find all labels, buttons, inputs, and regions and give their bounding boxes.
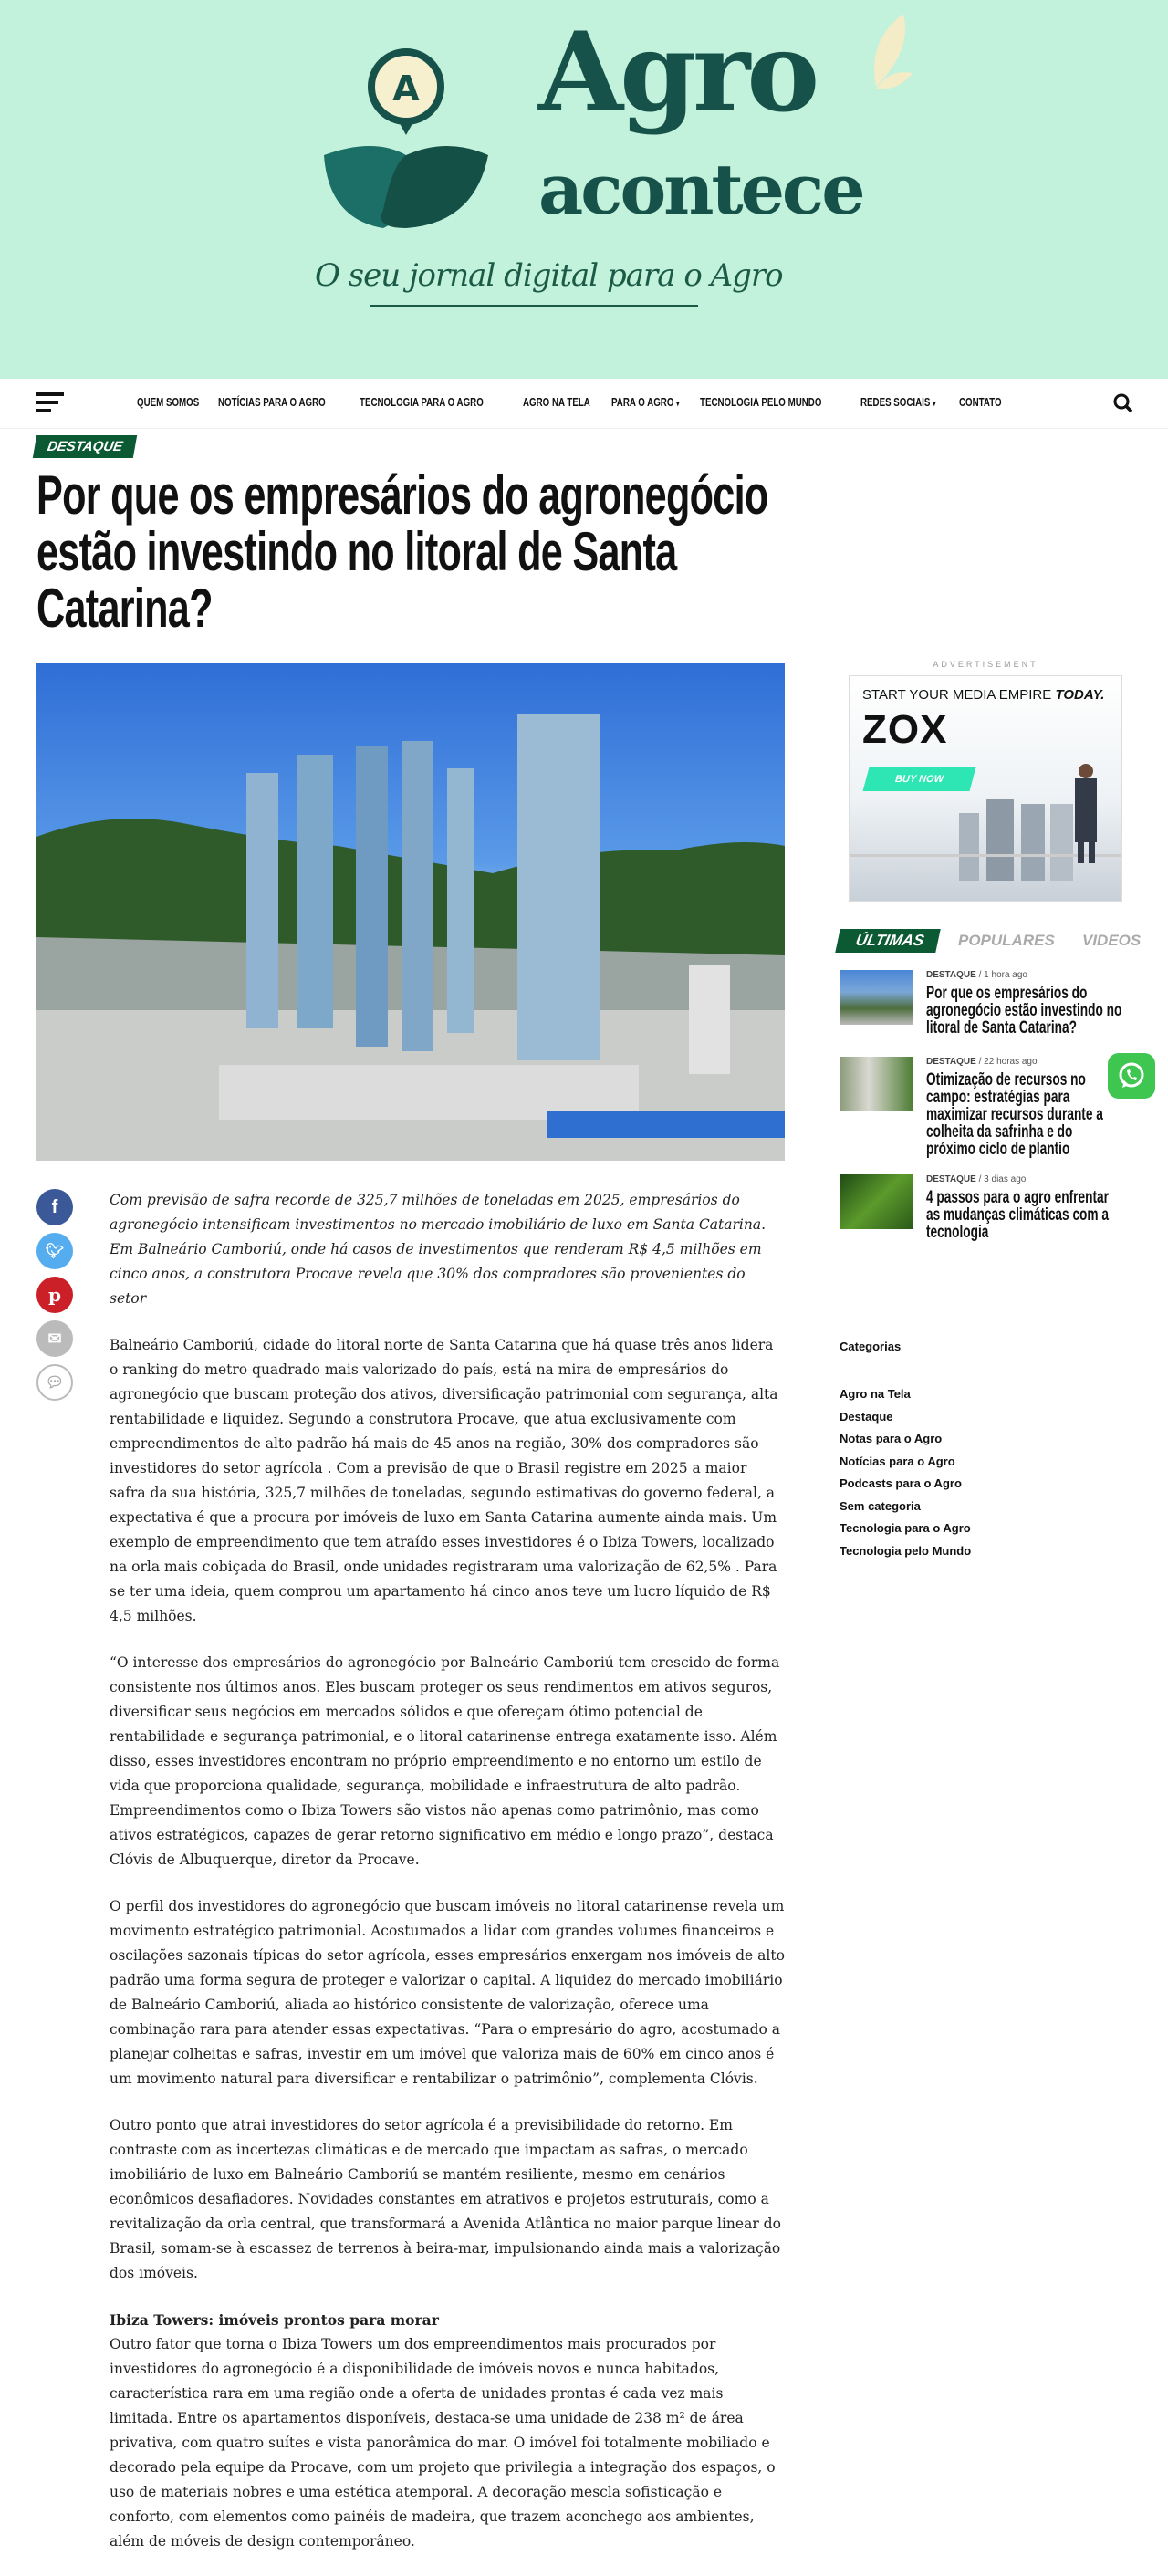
categories-list	[840, 1383, 971, 1562]
nav-item-label: CONTATO	[958, 395, 1002, 409]
nav-item[interactable]	[611, 395, 680, 409]
nav-items	[137, 395, 1002, 409]
tagline: O seu jornal digital para o Agro	[315, 257, 783, 294]
post-meta: DESTAQUE / 22 horas ago	[926, 1057, 1038, 1067]
category-link[interactable]: Podcasts para o Agro	[840, 1476, 962, 1490]
category-link[interactable]: Sem categoria	[840, 1498, 921, 1513]
nav-item[interactable]	[523, 395, 590, 409]
whatsapp-button[interactable]	[1108, 1053, 1155, 1099]
hamburger-menu-icon[interactable]	[36, 392, 64, 414]
nav-item-label: TECNOLOGIA PELO MUNDO	[699, 395, 822, 409]
category-link[interactable]: Tecnologia pelo Mundo	[840, 1543, 972, 1558]
post-thumbnail[interactable]	[840, 1057, 912, 1111]
post-meta: DESTAQUE / 3 dias ago	[926, 1174, 1027, 1184]
category-link[interactable]: Destaque	[840, 1409, 893, 1424]
ad-headline: START YOUR MEDIA EMPIRE TODAY.	[862, 687, 1105, 703]
brand-name-line1: Agro	[538, 8, 817, 137]
nav-item[interactable]	[137, 395, 199, 409]
main-nav	[0, 379, 1168, 429]
facebook-share-icon[interactable]: f	[36, 1189, 73, 1225]
search-icon[interactable]	[1111, 391, 1135, 415]
ad-city-image	[850, 676, 1122, 902]
post-thumbnail[interactable]	[840, 970, 912, 1025]
svg-text:A: A	[392, 68, 420, 109]
article-subheading: Ibiza Towers: imóveis prontos para morar	[110, 2311, 439, 2329]
nav-item[interactable]	[700, 395, 821, 409]
post-title[interactable]: Por que os empresários do agronegócio estão investindo no litoral de Santa Catarina?	[926, 984, 1122, 1038]
site-header	[0, 0, 1168, 379]
nav-item[interactable]	[360, 395, 484, 409]
article-paragraph: Outro fator que torna o Ibiza Towers um dos empreendimentos mais procurados por investidores do agronegócio é a disponibilidade de imóveis novos e nunca habitados, característica rara em uma região onde a oferta de unidades prontas é cada vez mais limitada. Entre os apartamentos disponíveis, destaca-se uma unidade de 238 m² de área privativa, com quatro suítes e vista panorâmica do mar. O imóvel foi totalmente mobiliado e decorado pela equipe da Procave, com um projeto que privilegia a integração dos espaços, o uso de materiais nobres e uma estética atemporal. A decoração mescla sofisticação e conforto, com elementos como painéis de madeira, que trazem aconchego aos ambientes, além de móveis de design contemporâneo.	[110, 2336, 776, 2550]
article-hero-image	[36, 663, 785, 1161]
post-title[interactable]: 4 passos para o agro enfrentar as mudanças climáticas com a tecnologia	[926, 1188, 1109, 1242]
nav-item-label: PARA O AGRO	[610, 395, 673, 409]
nav-item-label: NOTÍCIAS PARA O AGRO	[218, 395, 326, 409]
post-title[interactable]: Otimização de recursos no campo: estratégias para maximizar recursos durante a colheita da safrinha e do próximo ciclo de plantio	[926, 1070, 1103, 1159]
sidebar-ad[interactable]	[849, 675, 1122, 902]
pinterest-share-icon[interactable]: p	[36, 1277, 73, 1313]
logo-sprout-icon	[849, 5, 912, 96]
nav-item[interactable]	[860, 395, 936, 409]
article-paragraph: O perfil dos investidores do agronegócio que buscam imóveis no litoral catarinense revela um movimento estratégico patrimonial. Acostumados a lidar com grandes volumes financeiros e oscilações sazonais típicas do setor agrícola, esses empresários enxergam nos imóveis de alto padrão uma forma segura de proteger e valorizar o capital. A liquidez do mercado imobiliário de Balneário Camboriú, aliada ao histórico consistente de valorização, oferece uma combinação rara para atender essas expectativas. “Para o empresário do agro, acostumado a planejar colheitas e safras, investir em um imóvel que valoriza mais de 60% em cinco anos é um movimento natural para diversificar e rentabilizar o patrimônio”, complementa Clóvis.	[110, 1898, 785, 2087]
article-paragraph: “O interesse dos empresários do agronegócio por Balneário Camboriú tem crescido de forma consistente nos últimos anos. Eles buscam proteger os seus rendimentos em ativos seguros, diversificar seus negócios em mercados sólidos e que ofereçam ótimo potencial de rentabilidade e segurança patrimonial, e o litoral catarinense entrega exatamente isso. Além disso, esses investidores encontram no próprio empreendimento e no entorno um estilo de vida que proporciona qualidade, segurança, mobilidade e infraestrutura de alto padrão. Empreendimentos como o Ibiza Towers são vistos não apenas como patrimônio, mas como ativos estratégicos, capazes de gerar retorno significativo em médio e longo prazo”, destaca Clóvis de Albuquerque, diretor da Procave.	[110, 1654, 780, 1868]
post-meta: DESTAQUE / 1 hora ago	[926, 970, 1027, 980]
article-paragraph: Outro ponto que atrai investidores do setor agrícola é a previsibilidade do retorno. Em contraste com as incertezas climáticas e de mercado que impactam as safras, o mercado imobiliário de luxo em Balneário Camboriú se mantém resiliente, mesmo em cenários econômicos desafiadores. Novidades constantes em atrativos e projetos estruturais, como a revitalização da orla central, que transformará a Avenida Atlântica no maior parque linear do Brasil, somam-se à escassez de terrenos à beira-mar, impulsionando ainda mais a valorização dos imóveis.	[110, 2117, 781, 2281]
brand-name-line2: acontece	[538, 149, 863, 230]
post-thumbnail[interactable]	[840, 1174, 912, 1229]
category-badge[interactable]: DESTAQUE	[33, 435, 138, 458]
tab-videos[interactable]: VIDEOS	[1082, 932, 1142, 949]
twitter-share-icon[interactable]: 🐦︎	[36, 1233, 73, 1269]
article-title: Por que os empresários do agronegócio estão investindo no litoral de Santa Catarina?	[36, 464, 768, 639]
tagline-underline	[370, 305, 698, 307]
chevron-down-icon: ▾	[675, 399, 680, 408]
tab-populares[interactable]: POPULARES	[958, 932, 1055, 949]
category-link[interactable]: Agro na Tela	[840, 1387, 911, 1401]
comment-icon[interactable]: 💬︎	[36, 1364, 73, 1401]
logo-leaf-pin-icon	[319, 27, 493, 246]
nav-item-label: QUEM SOMOS	[137, 395, 200, 409]
email-share-icon[interactable]: ✉	[36, 1320, 73, 1357]
ad-brand: ZOX	[862, 707, 948, 752]
category-link[interactable]: Notas para o Agro	[840, 1432, 943, 1445]
site-logo[interactable]	[315, 8, 917, 329]
chevron-down-icon: ▾	[932, 399, 936, 408]
sidebar-tabs	[838, 929, 1148, 956]
nav-item-label: AGRO NA TELA	[523, 395, 590, 409]
nav-item[interactable]	[959, 395, 1002, 409]
ad-label: ADVERTISEMENT	[933, 660, 1038, 669]
nav-item[interactable]	[218, 395, 326, 409]
nav-item-label: TECNOLOGIA PARA O AGRO	[359, 395, 484, 409]
article-lead: Com previsão de safra recorde de 325,7 milhões de toneladas em 2025, empresários do agronegócio intensificam investimentos no mercado imobiliário de luxo em Santa Catarina. Em Balneário Camboriú, onde há casos de investimentos que renderam R$ 4,5 milhões em cinco anos, a construtora Procave revela que 30% dos compradores são provenientes do setor	[110, 1192, 766, 1307]
article-body	[110, 1188, 785, 2576]
article-paragraph: Balneário Camboriú, cidade do litoral norte de Santa Catarina que há quase três anos lidera o ranking do metro quadrado mais valorizado do país, está na mira de empresários do agronegócio que buscam proteção dos ativos, diversificação patrimonial com segurança, alta rentabilidade e liquidez. Segundo a construtora Procave, que atua exclusivamente com empreendimentos de alto padrão há mais de 45 anos na região, 30% dos compradores são investidores do setor agrícola . Com a previsão de que o Brasil registre em 2025 a maior safra da sua história, 325,7 milhões de toneladas, segundo estimativas do governo federal, a expectativa é que a procura por imóveis de luxo em Santa Catarina aumente ainda mais. Um exemplo de empreendimento que tem atraído esses investidores é o Ibiza Towers, localizado na orla mais cobiçada do Brasil, onde unidades registraram uma valorização de 62,5% . Para se ter uma ideia, quem comprou um apartamento há cinco anos teve um lucro líquido de R$ 4,5 milhões.	[110, 1337, 778, 1624]
tab-ultimas[interactable]: ÚLTIMAS	[835, 929, 941, 953]
ad-buy-now-button[interactable]: BUY NOW	[863, 767, 976, 791]
category-link[interactable]: Notícias para o Agro	[840, 1454, 955, 1468]
nav-item-label: REDES SOCIAIS	[860, 395, 931, 409]
categories-heading: Categorias	[840, 1340, 902, 1353]
category-link[interactable]: Tecnologia para o Agro	[840, 1521, 971, 1535]
whatsapp-icon	[1116, 1060, 1147, 1091]
